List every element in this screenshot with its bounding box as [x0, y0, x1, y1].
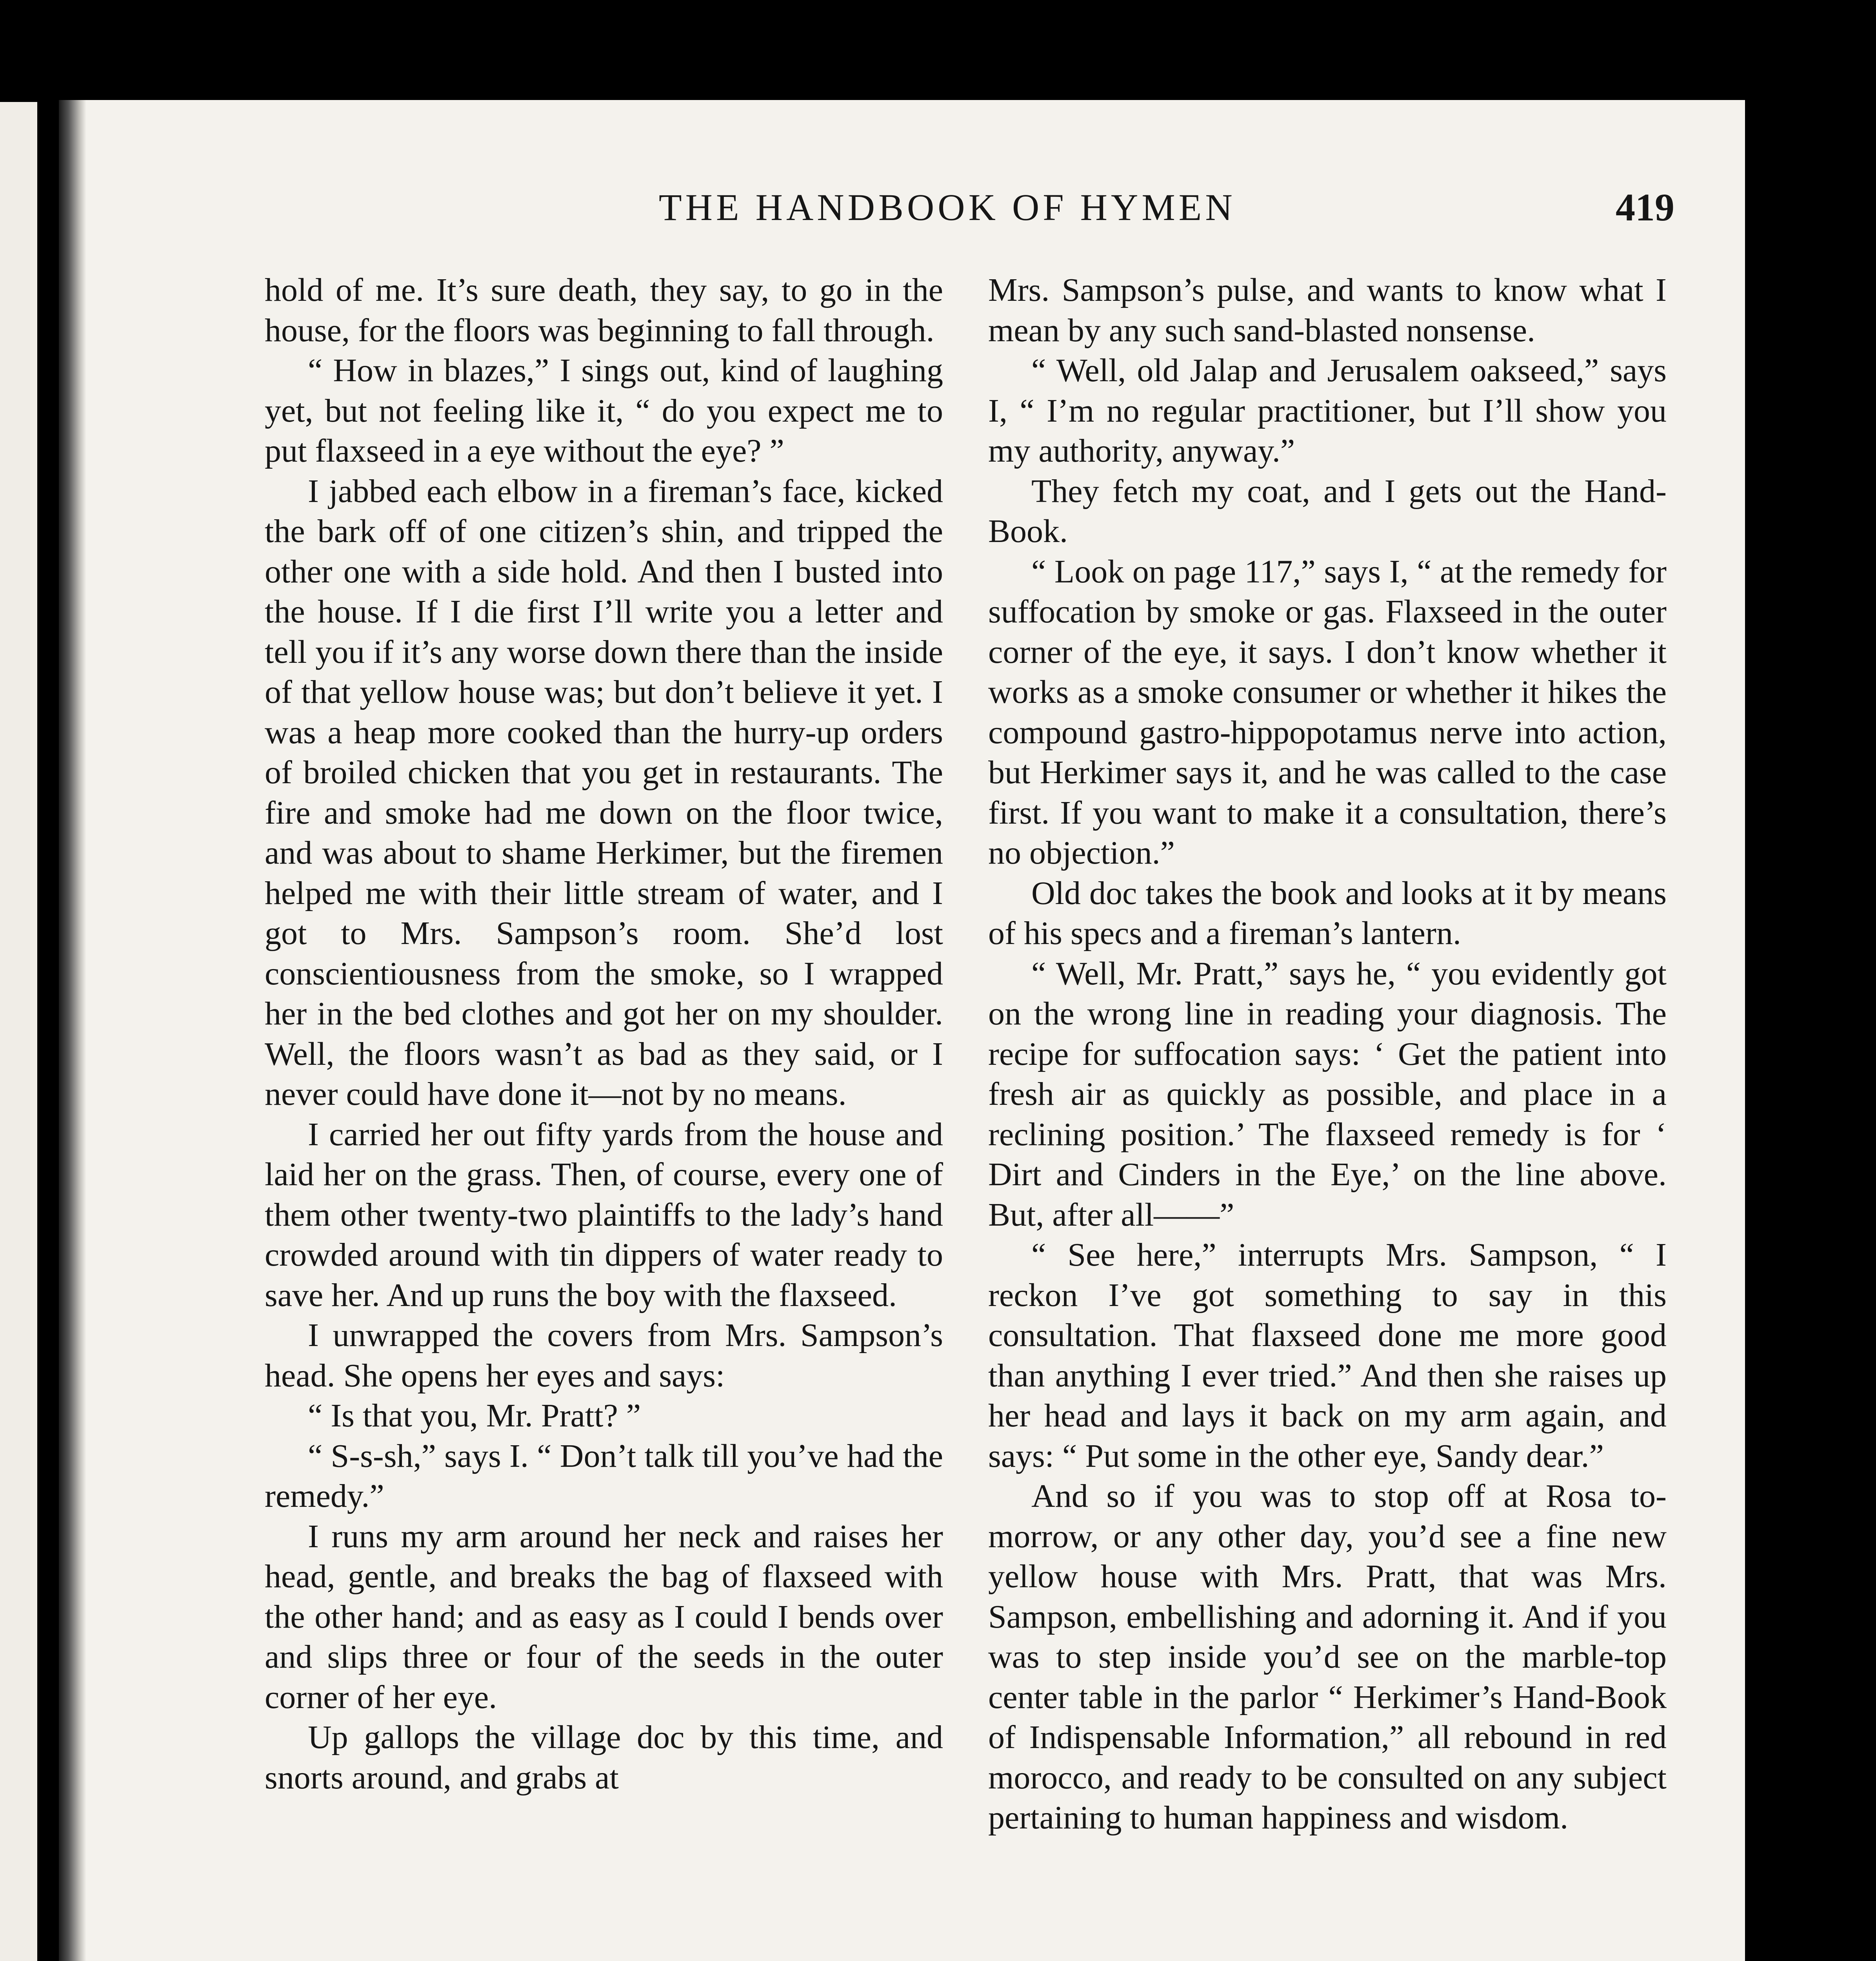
adjacent-page-edge: [0, 102, 37, 1961]
page-number: 419: [1616, 186, 1674, 229]
paragraph: Mrs. Sampson’s pulse, and wants to know what I mean by any such sand-blasted nonsense.: [988, 272, 1667, 349]
paragraph: They fetch my coat, and I gets out the Hand-Book.: [988, 473, 1667, 549]
paragraph: “ How in blazes,” I sings out, kind of laughing yet, but not feeling like it, “ do you expect me to put flaxseed in a eye without the eye? ”: [265, 352, 943, 469]
running-title: THE HANDBOOK OF HYMEN: [659, 186, 1236, 228]
paragraph: “ S-s-sh,” says I. “ Don’t talk till you’ve had the remedy.”: [265, 1437, 943, 1514]
paragraph: I unwrapped the covers from Mrs. Sampson’s head. She opens her eyes and says:: [265, 1317, 943, 1394]
paragraph: “ Look on page 117,” says I, “ at the remedy for suffocation by smoke or gas. Flaxseed in the outer corner of the eye, it says. I don’t know whether it works as a smoke consumer or whether it hikes the compound gastro-hippopotamus nerve into action, but Herkimer says it, and he was called to the case first. If you want to make it a consultation, there’s no objection.”: [988, 553, 1667, 871]
paragraph: I jabbed each elbow in a fireman’s face, kicked the bark off of one citizen’s shin, and tripped the other one with a side hold. And then I busted into the house. If I die first I’ll write you a letter and tell you if it’s any worse down there than the inside of that yellow house was; but don’t believe it yet. I was a heap more cooked than the hurry-up orders of broiled chicken that you get in restaurants. The fire and smoke had me down on the floor twice, and was about to shame Herkimer, but the firemen helped me with their little stream of water, and I got to Mrs. Sampson’s room. She’d lost conscientiousness from the smoke, so I wrapped her in the bed clothes and got her on my shoulder. Well, the floors wasn’t as bad as they said, or I never could have done it—not by no means.: [265, 473, 943, 1112]
paragraph: “ Well, old Jalap and Jerusalem oakseed,” says I, “ I’m no regular practitioner, but I’ll show you my authority, anyway.”: [988, 352, 1667, 469]
book-page: [59, 100, 1745, 1961]
paragraph: “ Well, Mr. Pratt,” says he, “ you evidently got on the wrong line in reading your diagnosis. The recipe for suffocation says: ‘ Get the patient into fresh air as quickly as possible, and place in a reclining position.’ The flaxseed remedy is for ‘ Dirt and Cinders in the Eye,’ on the line above. But, after all——”: [988, 955, 1667, 1233]
paragraph: “ See here,” interrupts Mrs. Sampson, “ I reckon I’ve got something to say in this consultation. That flaxseed done me more good than anything I ever tried.” And then she raises up her head and lays it back on my arm again, and says: “ Put some in the other eye, Sandy dear.”: [988, 1237, 1667, 1474]
paragraph: hold of me. It’s sure death, they say, to go in the house, for the floors was beginning to fall through.: [265, 272, 943, 349]
spine-shadow: [59, 100, 86, 1961]
paragraph: And so if you was to stop off at Rosa to-morrow, or any other day, you’d see a fine new yellow house with Mrs. Pratt, that was Mrs. Sampson, embellishing and adorning it. And if you was to step inside you’d see on the marble-top center table in the parlor “ Herkimer’s Hand-Book of Indispensable Information,” all rebound in red morocco, and ready to be consulted on any subject pertaining to human happiness and wisdom.: [988, 1478, 1667, 1836]
paragraph: I runs my arm around her neck and raises her head, gentle, and breaks the bag of flaxseed with the other hand; and as easy as I could I bends over and slips three or four of the seeds in the outer corner of her eye.: [265, 1518, 943, 1715]
left-column: [265, 270, 943, 1798]
paragraph: I carried her out fifty yards from the house and laid her on the grass. Then, of course, every one of them other twenty-two plaintiffs to the lady’s hand crowded around with tin dippers of water ready to save her. And up runs the boy with the flaxseed.: [265, 1116, 943, 1313]
paragraph: Up gallops the village doc by this time, and snorts around, and grabs at: [265, 1719, 943, 1796]
paragraph: Old doc takes the book and looks at it by means of his specs and a fireman’s lantern.: [988, 875, 1667, 951]
right-column: [988, 270, 1667, 1838]
paragraph: “ Is that you, Mr. Pratt? ”: [308, 1397, 641, 1434]
